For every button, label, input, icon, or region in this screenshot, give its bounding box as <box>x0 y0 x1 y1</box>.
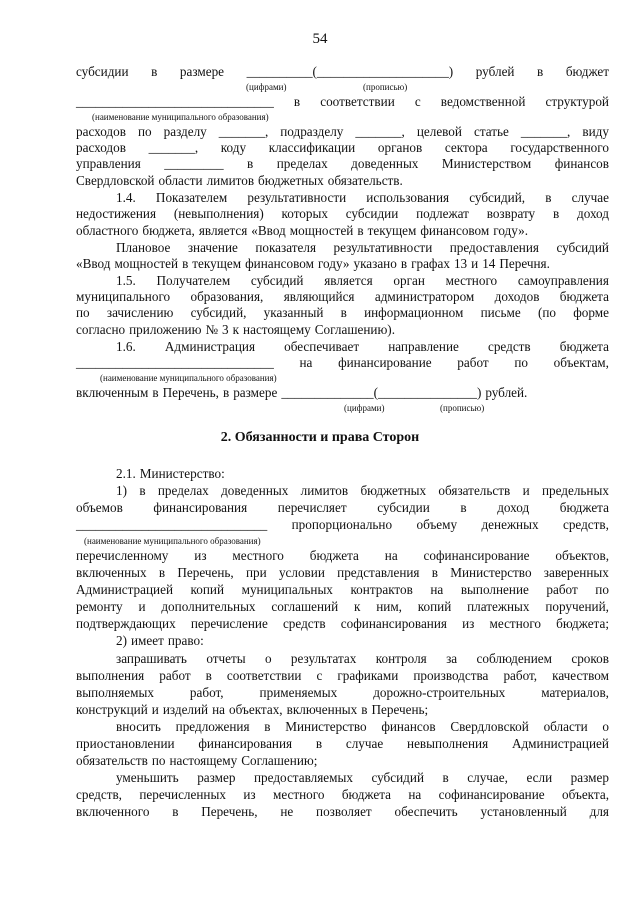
sublabel: (наименование муниципального образования) <box>92 112 269 122</box>
text-line: уменьшить размер предоставляемых субсидий в случае, если размер <box>116 770 609 785</box>
text-line: 1.4. Показателем результативности использования субсидий, в случае <box>116 190 609 205</box>
text-line: включенным в Перечень, в размере ______________(_______________) рублей. <box>76 385 528 400</box>
text-line: Свердловской области лимитов бюджетных обязательств. <box>76 173 403 188</box>
text-line: ______________________________ на финансирование работ по объектам, <box>76 355 609 370</box>
text-line: запрашивать отчеты о результатах контроля за соблюдением сроков <box>116 651 609 666</box>
sublabel: (цифрами) <box>344 403 385 413</box>
sublabel: (цифрами) <box>246 82 287 92</box>
sublabel: (прописью) <box>440 403 485 413</box>
text-line: Плановое значение показателя результативности предоставления субсидий <box>116 240 609 255</box>
text-line: муниципального образования, являющийся администратором доходов бюджета <box>76 289 609 304</box>
text-line: средств, перечисленных из местного бюджета на софинансирование объекта, <box>76 787 609 802</box>
text-line: по зачислению субсидий, указанный в информационном письме (по форме <box>76 305 609 320</box>
section-heading: 2. Обязанности и права Сторон <box>220 430 420 445</box>
text-line: областного бюджета, является «Ввод мощностей в текущем финансовом году». <box>76 223 529 238</box>
text-line: приостановлении финансирования в случае невыполнения Администрацией <box>76 736 609 751</box>
text-line: перечисленному из местного бюджета на софинансирование объектов, <box>76 548 609 563</box>
page-number: 54 <box>312 31 328 47</box>
text-line: управления _________ в пределах доведенных Министерством финансов <box>76 156 609 171</box>
sublabel: (наименование муниципального образования) <box>84 536 261 546</box>
text-line: включенного в Перечень, не позволяет обеспечить установленный для <box>76 804 609 819</box>
sublabel: (прописью) <box>363 82 408 92</box>
text-line: выполняемых работ, применяемых дорожно-строительных материалов, <box>76 685 609 700</box>
text-line: согласно приложению № 3 к настоящему Соглашению). <box>76 322 395 337</box>
text-line: подтверждающих перечисление средств софинансирования из местного бюджета; <box>76 616 609 631</box>
text-line: конструкций и изделий на объектах, включенных в Перечень; <box>76 702 429 717</box>
text-line: 2) имеет право: <box>116 633 204 648</box>
text-line: Администрацией копий муниципальных контрактов на выполнение работ по <box>76 582 609 597</box>
text-line: 1) в пределах доведенных лимитов бюджетных обязательств и предельных <box>116 483 609 498</box>
text-line: ______________________________ в соответствии с ведомственной структурой <box>76 94 609 109</box>
text-line: 1.5. Получателем субсидий является орган местного самоуправления <box>116 273 609 288</box>
text-line: ремонту и дополнительных соглашений к ним, копий платежных поручений, <box>76 599 609 614</box>
text-line: субсидии в размере __________(____________________) рублей в бюджет <box>76 64 609 79</box>
text-line: выполнения работ в соответствии с графиками производства работ, качеством <box>76 668 609 683</box>
text-line: расходов по разделу _______, подразделу _______, целевой статье _______, виду <box>76 124 609 139</box>
text-line: обязательств по настоящему Соглашению; <box>76 753 318 768</box>
text-line: недостижения (невыполнения) которых субсидии подлежат возврату в доход <box>76 206 609 221</box>
text-line: вносить предложения в Министерство финансов Свердловской области о <box>116 719 609 734</box>
text-line: объемов финансирования перечисляет субсидии в доход бюджета <box>76 500 609 515</box>
text-line: «Ввод мощностей в текущем финансовом году» указано в графах 13 и 14 Перечня. <box>76 256 550 271</box>
sublabel: (наименование муниципального образования) <box>100 373 277 383</box>
text-line: 1.6. Администрация обеспечивает направление средств бюджета <box>116 339 609 354</box>
text-line: _____________________________ пропорционально объему денежных средств, <box>76 517 609 532</box>
text-line: включенных в Перечень, при условии представления в Министерство заверенных <box>76 565 609 580</box>
text-line: расходов _______, коду классификации органов сектора государственного <box>76 140 609 155</box>
text-line: 2.1. Министерство: <box>116 466 225 481</box>
